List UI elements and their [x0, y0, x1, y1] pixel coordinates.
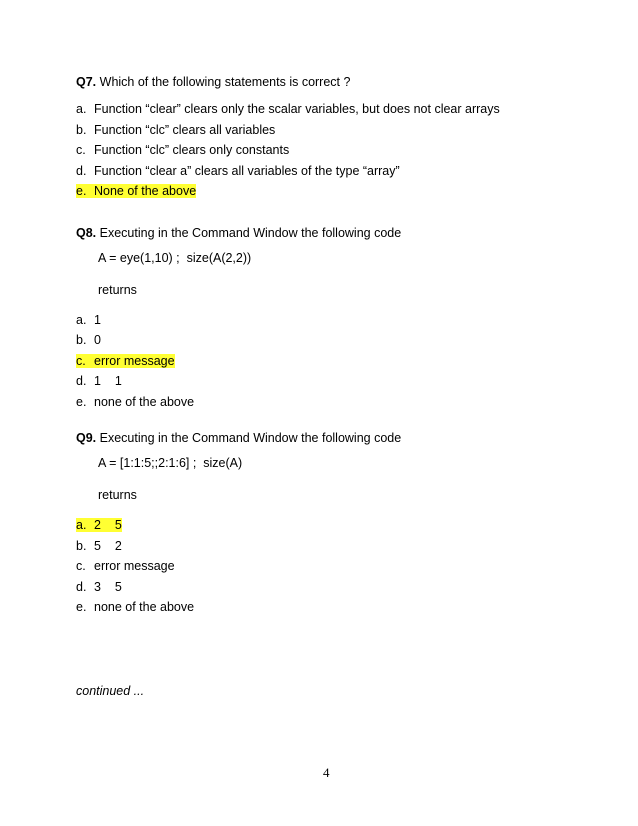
option-q7-c: c. Function “clc” clears only constants	[76, 143, 290, 157]
code-q8: A = eye(1,10) ; size(A(2,2))	[98, 251, 252, 265]
option-q8-d: d. 1 1	[76, 374, 122, 388]
question-q9	[76, 430, 401, 446]
option-q8-c-highlighted: c. error message	[76, 354, 175, 368]
option-q8-a: a. 1	[76, 313, 101, 327]
question-q7	[76, 74, 350, 90]
question-text: Executing in the Command Window the following code	[99, 226, 402, 240]
question-number: Q8.	[76, 226, 97, 240]
option-q7-a: a. Function “clear” clears only the scalar variables, but does not clear arrays	[76, 102, 500, 116]
option-q9-a-highlighted: a. 2 5	[76, 518, 122, 532]
question-number: Q9.	[76, 431, 97, 445]
option-q7-b: b. Function “clc” clears all variables	[76, 123, 276, 137]
continued-note: continued ...	[76, 684, 145, 698]
option-q9-c: c. error message	[76, 559, 175, 573]
option-q8-b: b. 0	[76, 333, 101, 347]
question-q8	[76, 225, 401, 241]
page-number: 4	[323, 765, 330, 780]
question-text: Executing in the Command Window the following code	[99, 431, 402, 445]
returns-q8: returns	[98, 283, 137, 297]
option-q9-b: b. 5 2	[76, 539, 122, 553]
question-text: Which of the following statements is correct ?	[99, 75, 351, 89]
returns-q9: returns	[98, 488, 137, 502]
option-q7-d: d. Function “clear a” clears all variables of the type “array”	[76, 164, 400, 178]
code-q9: A = [1:1:5;;2:1:6] ; size(A)	[98, 456, 243, 470]
question-number: Q7.	[76, 75, 97, 89]
option-q7-e-highlighted: e. None of the above	[76, 184, 197, 198]
option-q8-e: e. none of the above	[76, 395, 195, 409]
option-q9-e: e. none of the above	[76, 600, 195, 614]
option-q9-d: d. 3 5	[76, 580, 122, 594]
